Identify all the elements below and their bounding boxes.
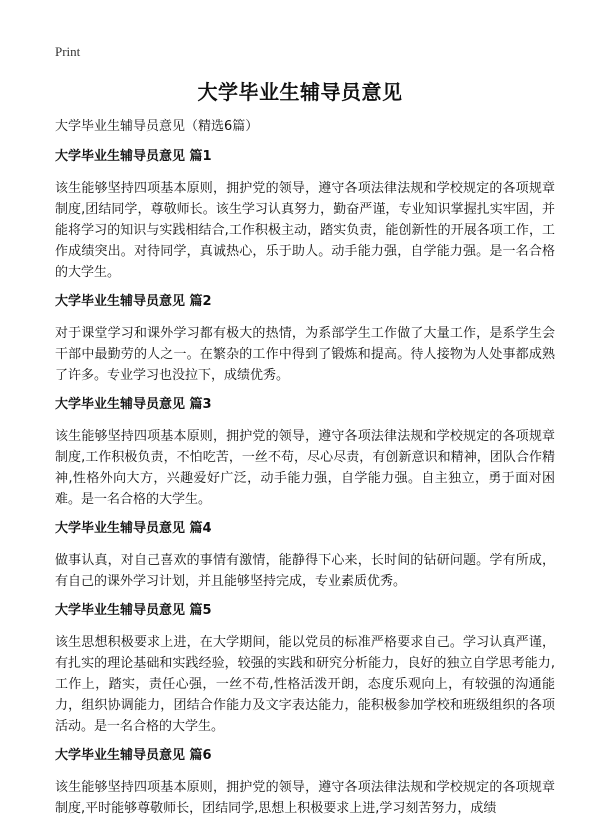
section-4 [55, 520, 555, 592]
section-1 [55, 148, 555, 283]
section-5 [55, 602, 555, 737]
section-2 [55, 293, 555, 386]
section-heading: 大学毕业生辅导员意见 篇2 [55, 294, 212, 309]
section-heading: 大学毕业生辅导员意见 篇3 [55, 397, 212, 412]
section-6 [55, 747, 555, 819]
section-body: 该生思想积极要求上进，在大学期间，能以党员的标准严格要求自己。学习认真严谨，有扎实的理论基础和实践经验，较强的实践和研究分析能力，良好的独立自学思考能力,工作上，踏实，责任心强，一丝不苟,性格活泼开朗，态度乐观向上，有较强的沟通能力，组织协调能力，团结合作能力及文字表达能力，能积极参加学校和班级组织的各项活动。是一名合格的大学生。 [55, 635, 555, 734]
section-body: 做事认真，对自己喜欢的事情有激情，能静得下心来，长时间的钻研问题。学有所成，有自己的课外学习计划，并且能够坚持完成，专业素质优秀。 [55, 553, 555, 589]
section-body: 该生能够坚持四项基本原则，拥护党的领导，遵守各项法律法规和学校规定的各项规章制度,团结同学，尊敬师长。该生学习认真努力，勤奋严谨，专业知识掌握扎实牢固，并能将学习的知识与实践相结合,工作积极主动，踏实负责，能创新性的开展各项工作，工作成绩突出。对待同学，真诚热心，乐于助人。动手能力强，自学能力强。是一名合格的大学生。 [55, 181, 555, 280]
section-heading: 大学毕业生辅导员意见 篇4 [55, 521, 212, 536]
section-heading: 大学毕业生辅导员意见 篇6 [55, 748, 212, 763]
section-3 [55, 396, 555, 510]
document-subtitle: 大学毕业生辅导员意见（精选6篇） [55, 119, 259, 134]
section-body: 该生能够坚持四项基本原则，拥护党的领导，遵守各项法律法规和学校规定的各项规章制度,工作积极负责，不怕吃苦，一丝不苟，尽心尽责，有创新意识和精神，团队合作精神,性格外向大方，兴趣爱好广泛，动手能力强，自学能力强。自主独立，勇于面对困难。是一名合格的大学生。 [55, 429, 555, 507]
print-link[interactable]: Print [55, 44, 81, 59]
section-heading: 大学毕业生辅导员意见 篇1 [55, 149, 212, 164]
section-heading: 大学毕业生辅导员意见 篇5 [55, 603, 212, 618]
document-content [55, 118, 555, 829]
section-body: 该生能够坚持四项基本原则，拥护党的领导，遵守各项法律法规和学校规定的各项规章制度,平时能够尊敬师长，团结同学,思想上积极要求上进,学习刻苦努力，成绩 [55, 780, 555, 816]
document-title: 大学毕业生辅导员意见 [197, 80, 403, 104]
section-body: 对于课堂学习和课外学习都有极大的热情，为系部学生工作做了大量工作，是系学生会干部中最勤劳的人之一。在繁杂的工作中得到了锻炼和提高。待人接物为人处事都成熟了许多。专业学习也没拉下，成绩优秀。 [55, 326, 555, 383]
